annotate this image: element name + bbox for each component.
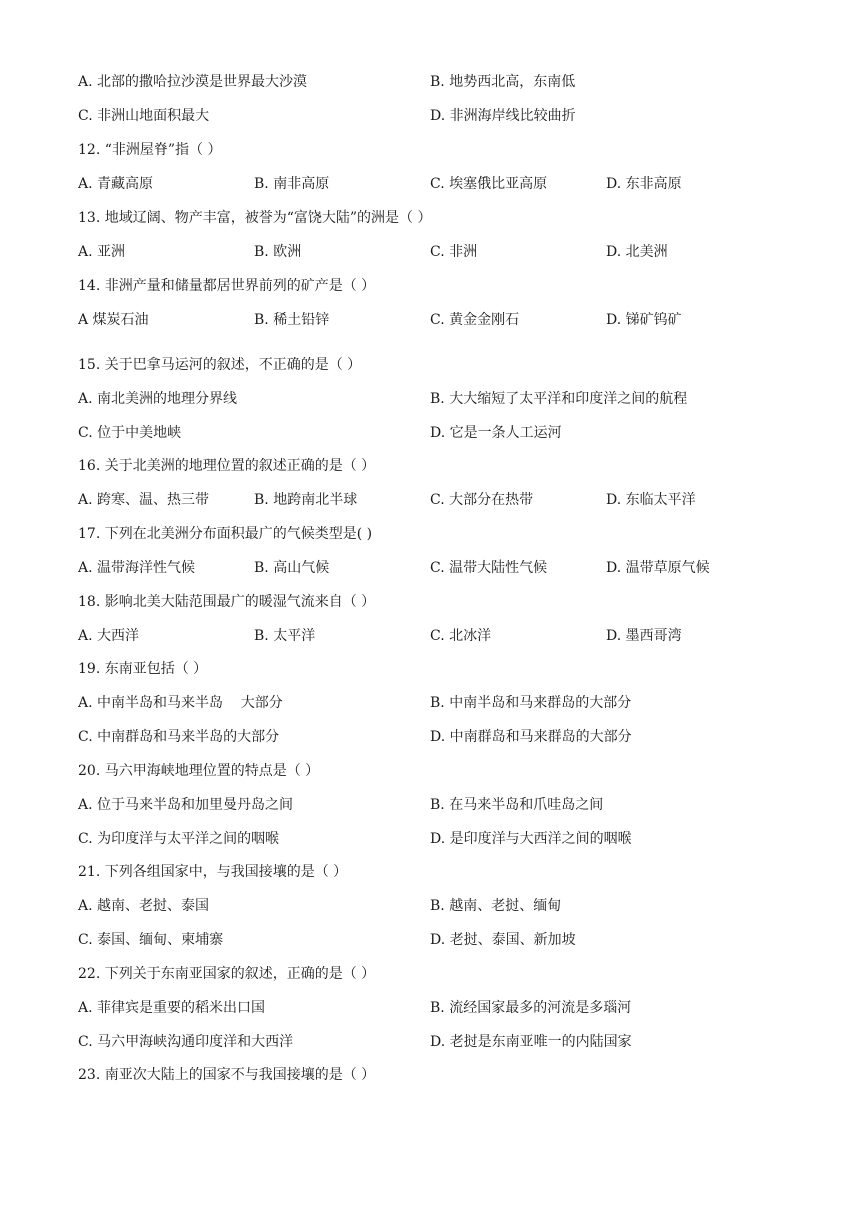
q15-option-d: D. 它是一条人工运河 <box>430 425 562 441</box>
q12-option-d: D. 东非高原 <box>606 176 682 192</box>
q13-option-a: A. 亚洲 <box>78 244 126 260</box>
q21-stem: 21. 下列各组国家中，与我国接壤的是（ ） <box>78 864 348 880</box>
question-21-options-row-2 <box>0 928 860 952</box>
q14-option-b: B. 稀土铅锌 <box>254 312 330 328</box>
q17-option-d: D. 温带草原气候 <box>606 560 710 576</box>
question-19-stem <box>0 657 860 681</box>
q18-option-d: D. 墨西哥湾 <box>606 628 682 644</box>
q12-option-a: A. 青藏高原 <box>78 176 154 192</box>
q20-option-b: B. 在马来半岛和爪哇岛之间 <box>430 797 604 813</box>
q14-option-d: D. 锑矿钨矿 <box>606 312 682 328</box>
q22-option-a: A. 菲律宾是重要的稻米出口国 <box>78 1000 266 1016</box>
q11-option-d: D. 非洲海岸线比较曲折 <box>430 108 576 124</box>
q16-option-c: C. 大部分在热带 <box>430 492 534 508</box>
q20-option-a: A. 位于马来半岛和加里曼丹岛之间 <box>78 797 294 813</box>
q20-option-c: C. 为印度洋与太平洋之间的咽喉 <box>78 831 280 847</box>
q16-option-a: A. 跨寒、温、热三带 <box>78 492 210 508</box>
q21-option-b: B. 越南、老挝、缅甸 <box>430 898 562 914</box>
q19-option-b: B. 中南半岛和马来群岛的大部分 <box>430 695 632 711</box>
q17-option-a: A. 温带海洋性气候 <box>78 560 196 576</box>
question-17-options <box>0 556 860 580</box>
q17-option-c: C. 温带大陆性气候 <box>430 560 548 576</box>
question-20-options-row-1 <box>0 793 860 817</box>
question-11-options-row-1 <box>0 70 860 94</box>
question-20-stem <box>0 759 860 783</box>
question-17-stem <box>0 522 860 546</box>
q13-stem: 13. 地域辽阔、物产丰富，被誉为“富饶大陆”的洲是（ ） <box>78 210 432 226</box>
q15-option-a: A. 南北美洲的地理分界线 <box>78 391 238 407</box>
q12-stem: 12. “非洲屋脊”指（ ） <box>78 142 222 158</box>
q20-option-d: D. 是印度洋与大西洋之间的咽喉 <box>430 831 632 847</box>
q18-stem: 18. 影响北美大陆范围最广的暖湿气流来自（ ） <box>78 594 376 610</box>
q22-stem: 22. 下列关于东南亚国家的叙述，正确的是（ ） <box>78 966 376 982</box>
question-23-stem <box>0 1063 860 1087</box>
q19-option-a: A. 中南半岛和马来半岛 大部分 <box>78 695 283 711</box>
q11-option-c: C. 非洲山地面积最大 <box>78 108 210 124</box>
question-13-options <box>0 240 860 264</box>
q22-option-c: C. 马六甲海峡沟通印度洋和大西洋 <box>78 1034 294 1050</box>
q16-stem: 16. 关于北美洲的地理位置的叙述正确的是（ ） <box>78 458 376 474</box>
q20-stem: 20. 马六甲海峡地理位置的特点是（ ） <box>78 763 320 779</box>
q13-option-c: C. 非洲 <box>430 244 478 260</box>
q18-option-a: A. 大西洋 <box>78 628 140 644</box>
q19-stem: 19. 东南亚包括（ ） <box>78 661 208 677</box>
q22-option-b: B. 流经国家最多的河流是多瑙河 <box>430 1000 632 1016</box>
question-18-options <box>0 624 860 648</box>
question-14-stem <box>0 274 860 298</box>
question-21-stem <box>0 860 860 884</box>
question-15-stem <box>0 353 860 377</box>
question-11-options-row-2 <box>0 104 860 128</box>
question-15-options-row-2 <box>0 421 860 445</box>
question-19-options-row-2 <box>0 725 860 749</box>
q12-option-b: B. 南非高原 <box>254 176 330 192</box>
question-19-options-row-1 <box>0 691 860 715</box>
q15-option-c: C. 位于中美地峡 <box>78 425 182 441</box>
question-14-options <box>0 308 860 332</box>
q16-option-d: D. 东临太平洋 <box>606 492 696 508</box>
q18-option-c: C. 北冰洋 <box>430 628 492 644</box>
q19-option-c: C. 中南群岛和马来半岛的大部分 <box>78 729 280 745</box>
q21-option-c: C. 泰国、缅甸、柬埔寨 <box>78 932 224 948</box>
q14-option-a: A 煤炭石油 <box>78 312 149 328</box>
q18-option-b: B. 太平洋 <box>254 628 316 644</box>
q21-option-d: D. 老挝、泰国、新加坡 <box>430 932 576 948</box>
question-15-options-row-1 <box>0 387 860 411</box>
q22-option-d: D. 老挝是东南亚唯一的内陆国家 <box>430 1034 632 1050</box>
q13-option-b: B. 欧洲 <box>254 244 302 260</box>
q17-option-b: B. 高山气候 <box>254 560 330 576</box>
question-20-options-row-2 <box>0 827 860 851</box>
q14-option-c: C. 黄金金刚石 <box>430 312 520 328</box>
question-22-options-row-2 <box>0 1030 860 1054</box>
q14-stem: 14. 非洲产量和储量都居世界前列的矿产是（ ） <box>78 278 376 294</box>
question-22-stem <box>0 962 860 986</box>
question-21-options-row-1 <box>0 894 860 918</box>
q11-option-b: B. 地势西北高，东南低 <box>430 74 576 90</box>
q15-stem: 15. 关于巴拿马运河的叙述，不正确的是（ ） <box>78 357 362 373</box>
q11-option-a: A. 北部的撒哈拉沙漠是世界最大沙漠 <box>78 74 308 90</box>
question-12-options <box>0 172 860 196</box>
q15-option-b: B. 大大缩短了太平洋和印度洋之间的航程 <box>430 391 688 407</box>
question-12-stem <box>0 138 860 162</box>
question-22-options-row-1 <box>0 996 860 1020</box>
q21-option-a: A. 越南、老挝、泰国 <box>78 898 210 914</box>
q23-stem: 23. 南亚次大陆上的国家不与我国接壤的是（ ） <box>78 1067 376 1083</box>
q12-option-c: C. 埃塞俄比亚高原 <box>430 176 548 192</box>
q17-stem: 17. 下列在北美洲分布面积最广的气候类型是( ) <box>78 526 373 542</box>
question-13-stem <box>0 206 860 230</box>
question-16-options <box>0 488 860 512</box>
question-18-stem <box>0 590 860 614</box>
q16-option-b: B. 地跨南北半球 <box>254 492 358 508</box>
q19-option-d: D. 中南群岛和马来群岛的大部分 <box>430 729 632 745</box>
q13-option-d: D. 北美洲 <box>606 244 668 260</box>
question-16-stem <box>0 454 860 478</box>
